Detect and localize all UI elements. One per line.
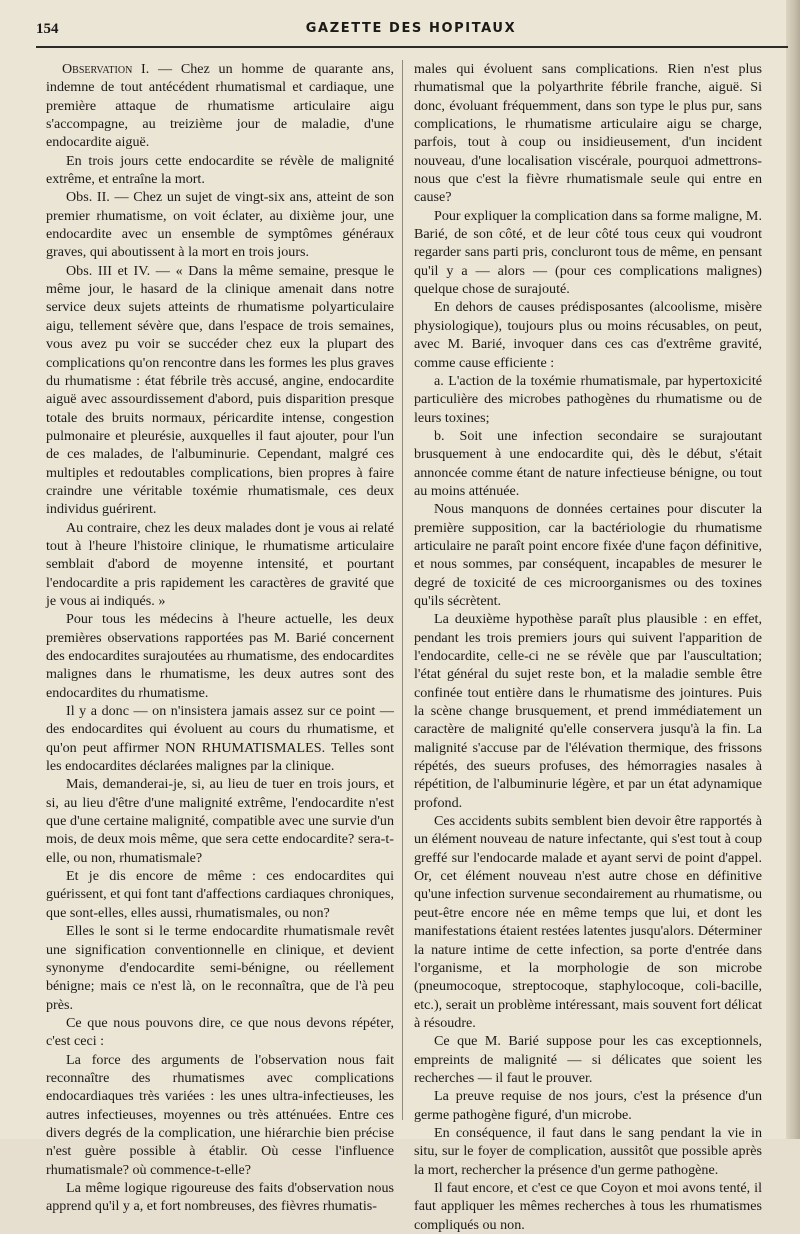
paragraph-text: — Chez un homme de quarante ans, indemne de tout antécédent rhumatismal et cardiaque, une première attaque de rhumatisme articulaire aigu s'accompagne, au treizième jour de maladie, d'une endocardite aiguë. bbox=[46, 61, 394, 151]
paragraph: Et je dis encore de même : ces endocardites qui guérissent, et qui font tant d'affections cardiaques chroniques, que sont-elles, elles aussi, rhumatismales, ou non? bbox=[46, 868, 394, 921]
paragraph: Pour expliquer la complication dans sa forme maligne, M. Barié, de son côté, et de leur côté tous ceux qui voudront regarder sans parti pris, concluront tous de même, en pensant qu'il y a — alors — (pour ces complications malignes) quelque chose de surajouté. bbox=[414, 207, 762, 298]
observation-lead: Observation I. bbox=[62, 61, 150, 77]
journal-title: GAZETTE DES HOPITAUX bbox=[305, 21, 517, 36]
paragraph: Obs. III et IV. — « Dans la même semaine, presque le même jour, le hasard de la clinique amenait dans notre service deux sujets atteints de rhumatisme polyarticulaire aigu, tellement sévère que, dans l'espace de trois semaines, vous avez pu voir se succéder chez eux la plupart des complications qu'on rencontre dans les formes les plus graves du rhumatisme : état fébrile très accusé, angine, endocardite aiguë avec assourdissement d'abord, puis disparition presque totale des bruits normaux, péricardite intense, congestion pulmonaire et pleurésie, auxquelles il faut ajouter, pour l'un de ces malades, de l'albuminurie. Cependant, malgré ces multiples et redoutables complications, bien propres à faire craindre une véritable toxémie rhumatismale, ces deux individus guérirent. bbox=[46, 262, 394, 518]
paragraph: Pour tous les médecins à l'heure actuelle, les deux premières observations rapportées pas M. Barié concernent des endocardites surajoutées au rhumatisme, des endocardites malignes dans le rhumatisme, les deux autres sont des endocardites du rhumatisme. bbox=[46, 611, 394, 701]
column-divider bbox=[402, 60, 403, 1120]
paragraph: En conséquence, il faut dans le sang pendant la vie in situ, sur le foyer de complication, aussitôt que possible après la mort, rechercher la présence d'un germe pathogène. bbox=[414, 1124, 762, 1178]
left-column bbox=[46, 60, 394, 1216]
paragraph: Elles le sont si le terme endocardite rhumatismale revêt une signification conventionnelle en clinique, et devient synonyme d'endocardite semi-bénigne, ou réellement bénigne; mais ce n'est là, on le reconnaîtra, que de l'à peu près. bbox=[46, 923, 394, 1013]
paragraph: Ces accidents subits semblent bien devoir être rapportés à un élément nouveau de nature infectante, qui s'est tout à coup greffé sur l'endocarde malade et ayant servi de point d'appel. Or, cet élément nouveau n'est autre chose en définitive qu'une infection survenue secondairement au rhumatisme, ou peut-être encore née en même temps que lui, et dont les manifestations étaient restées latentes jusqu'alors. Déterminer la nature intime de cette infection, sa porte d'entrée dans l'organisme, et la morphologie de son microbe (pneumocoque, streptocoque, staphylocoque, coli-bacille, etc.), serait un problème intéressant, mais souvent fort délicat à résoudre. bbox=[414, 813, 762, 1031]
header-rule bbox=[36, 46, 788, 48]
paragraph: En dehors de causes prédisposantes (alcoolisme, misère physiologique), toujours plus ou moins récusables, on peut, avec M. Barié, invoquer dans ces cas d'extrême gravité, comme cause efficiente : bbox=[414, 299, 762, 371]
paragraph: Au contraire, chez les deux malades dont je vous ai relaté tout à l'heure l'histoire clinique, le rhumatisme articulaire semblait d'abord de moyenne intensité, et pourtant l'endocardite a pris rapidement les caractères de gravité que je vous ai indiqués. » bbox=[46, 519, 394, 609]
paragraph: La deuxième hypothèse paraît plus plausible : en effet, pendant les trois premiers jours qui suivent l'apparition de l'endocardite, celle-ci ne se révèle que par l'auscultation; l'état général du sujet reste bon, et la maladie semble être confinée tout entière dans le rhumatisme des jointures. Puis la scène change brusquement, et prend immédiatement un caractère de malignité qu'elle conservera jusqu'à la fin. La malignité s'accuse par de l'élévation thermique, des frissons répétés, des sueurs profuses, des hémorragies nasales à répétition, de l'albuminurie légère, et par un état adynamique profond. bbox=[414, 611, 762, 811]
paragraph: La même logique rigoureuse des faits d'observation nous apprend qu'il y a, et fort nombreuses, des fièvres rhumatis- bbox=[46, 1179, 394, 1215]
paragraph: Il faut encore, et c'est ce que Coyon et moi avons tenté, il faut appliquer les mêmes recherches à tous les rhumatismes compliqués ou non. bbox=[414, 1179, 762, 1233]
paragraph: males qui évoluent sans complications. Rien n'est plus rhumatismal que la polyarthrite fébrile franche, aiguë. Si donc, évoluant fréquemment, dans son type le plus pur, sans complications, le rhumatisme articulaire aigu se charge, parfois, tout à coup ou insidieusement, d'un incident nouveau, d'une localisation viscérale, pourquoi admettrons-nous que c'est la fièvre rhumatismale seule qui entre en cause? bbox=[414, 61, 762, 206]
paragraph: a. L'action de la toxémie rhumatismale, par hypertoxicité particulière des microbes pathogènes du rhumatisme ou de leurs toxines; bbox=[414, 372, 762, 426]
page-number: 154 bbox=[36, 21, 59, 37]
running-header bbox=[36, 20, 786, 46]
paragraph: b. Soit une infection secondaire se surajoutant brusquement à une endocardite qui, dès le début, s'était annoncée comme étant de nature infectieuse bénigne, ou tout au moins atténuée. bbox=[414, 427, 762, 499]
paragraph: Il y a donc — on n'insistera jamais assez sur ce point — des endocardites qui évoluent au cours du rhumatisme, et qu'on peut affirmer NON RHUMATISMALES. Telles sont les endocardites déclarées malignes par la clinique. bbox=[46, 703, 394, 775]
paragraph: Nous manquons de données certaines pour discuter la première supposition, car la bactériologie du rhumatisme articulaire ne paraît point encore fixée d'une façon définitive, et nous sommes, par conséquent, incapables de mesurer le degré de toxicité de ces microorganismes ou des toxines qu'ils sécrètent. bbox=[414, 501, 762, 609]
paragraph: Mais, demanderai-je, si, au lieu de tuer en trois jours, et si, au lieu d'être d'une malignité extrême, l'endocardite n'est que d'une certaine malignité, compatible avec une survie d'un mois, de deux mois même, que sera cette endocardite? sera-t-elle, ou non, rhumatismale? bbox=[46, 776, 394, 866]
paragraph: Obs. II. — Chez un sujet de vingt-six ans, atteint de son premier rhumatisme, on voit éclater, au dixième jour, une endocardite avec un ensemble de symptômes généraux graves, qui aboutissent à la mort en trois jours. bbox=[46, 189, 394, 261]
page-gutter-shadow bbox=[786, 0, 800, 1139]
right-column bbox=[414, 60, 762, 1234]
paragraph: Ce que nous pouvons dire, ce que nous devons répéter, c'est ceci : bbox=[46, 1014, 394, 1050]
paragraph: La force des arguments de l'observation nous fait reconnaître des rhumatismes avec complications endocardiaques très variées : les unes ultra-infectieuses, les autres infectieuses, moyennes ou très atténuées. Entre ces divers degrés de la complication, une hiérarchie bien précise n'est guère possible à établir. Où cesse l'influence rhumatismale? où commence-t-elle? bbox=[46, 1051, 394, 1178]
paragraph bbox=[46, 60, 394, 152]
paragraph: Ce que M. Barié suppose pour les cas exceptionnels, empreints de malignité — si délicates que soient les recherches — il faut le prouver. bbox=[414, 1033, 762, 1086]
paragraph: En trois jours cette endocardite se révèle de malignité extrême, et entraîne la mort. bbox=[46, 152, 394, 188]
paragraph: La preuve requise de nos jours, c'est la présence d'un germe pathogène figuré, d'un microbe. bbox=[414, 1088, 762, 1123]
